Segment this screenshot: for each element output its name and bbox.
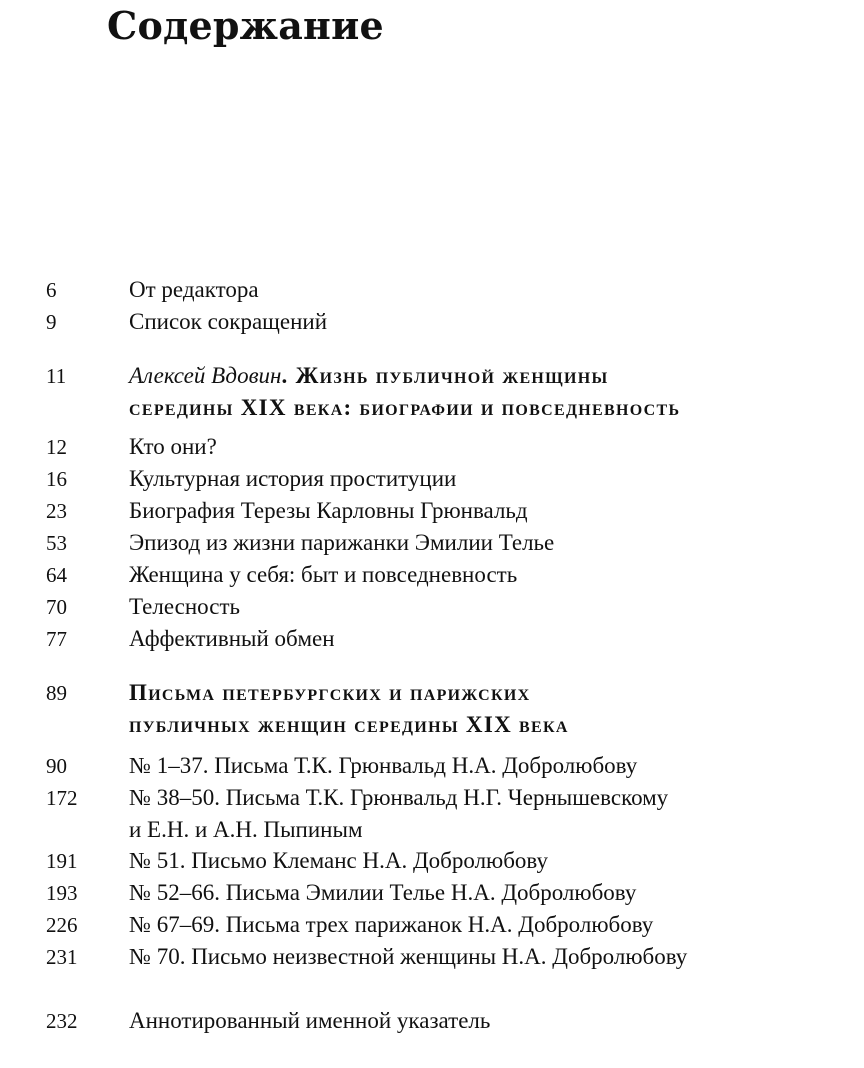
toc-entry-ch1[interactable] (0, 431, 864, 463)
toc-page-number: 231 (46, 945, 78, 969)
toc-entry-text: Культурная история проституции (129, 466, 457, 491)
toc-entry-letters-4[interactable] (0, 877, 864, 909)
toc-page-number: 226 (46, 913, 78, 937)
toc-page-number: 6 (46, 278, 57, 302)
toc-part-title-line2: середины XIX века: биографии и повседневность (129, 395, 681, 420)
toc-page-number: 172 (46, 786, 78, 810)
toc-part-1-heading[interactable] (0, 360, 864, 392)
toc-entry-letters-2[interactable] (0, 782, 864, 814)
toc-entry-text: Биография Терезы Карловны Грюнвальд (129, 498, 528, 523)
toc-entry-index[interactable] (0, 1005, 864, 1037)
toc-entry-text: № 67–69. Письма трех парижанок Н.А. Добролюбову (129, 912, 654, 937)
toc-part-title-line (129, 360, 609, 392)
toc-entry-abbreviations[interactable] (0, 306, 864, 338)
toc-entry-letters-3[interactable] (0, 845, 864, 877)
toc-page-number: 64 (46, 563, 67, 587)
toc-entry-text: Кто они? (129, 434, 217, 459)
toc-part-2-heading[interactable] (0, 677, 864, 709)
toc-entry-text: Аннотированный именной указатель (129, 1008, 491, 1033)
toc-entry-ch4[interactable] (0, 527, 864, 559)
toc-author-name: Алексей Вдовин (129, 363, 282, 388)
toc-page-number: 191 (46, 849, 78, 873)
toc-page-number: 16 (46, 467, 67, 491)
toc-entry-text: № 1–37. Письма Т.К. Грюнвальд Н.А. Добролюбову (129, 753, 638, 778)
toc-page-number: 70 (46, 595, 67, 619)
toc-part-2-heading-cont[interactable] (0, 709, 864, 741)
toc-entry-text: № 51. Письмо Клеманс Н.А. Добролюбову (129, 848, 549, 873)
toc-entry-letters-5[interactable] (0, 909, 864, 941)
toc-entry-text: Аффективный обмен (129, 626, 335, 651)
toc-entry-ch5[interactable] (0, 559, 864, 591)
toc-entry-text: № 70. Письмо неизвестной женщины Н.А. Добролюбову (129, 944, 688, 969)
toc-part-title-line1: Письма петербургских и парижских (129, 680, 531, 705)
toc-page-number: 77 (46, 627, 67, 651)
toc-entry-text: и Е.Н. и А.Н. Пыпиным (129, 817, 363, 842)
toc-entry-text: Телесность (129, 594, 240, 619)
toc-entry-ch2[interactable] (0, 463, 864, 495)
toc-page-number: 232 (46, 1009, 78, 1033)
toc-part-1-heading-cont[interactable] (0, 392, 864, 424)
toc-page-number: 53 (46, 531, 67, 555)
toc-entry-letters-2-cont[interactable] (0, 814, 864, 846)
toc-entry-ch6[interactable] (0, 591, 864, 623)
toc-page-number: 12 (46, 435, 67, 459)
toc-entry-text: Женщина у себя: быт и повседневность (129, 562, 518, 587)
toc-page-number: 11 (46, 364, 67, 388)
toc-entry-letters-1[interactable] (0, 750, 864, 782)
toc-entry-text: № 52–66. Письма Эмилии Телье Н.А. Добролюбову (129, 880, 637, 905)
page-title: Содержание (107, 3, 384, 48)
toc-page-number: 23 (46, 499, 67, 523)
toc-entry-text: № 38–50. Письма Т.К. Грюнвальд Н.Г. Чернышевскому (129, 785, 669, 810)
toc-page-number: 193 (46, 881, 78, 905)
toc-part-title-line1: . Жизнь публичной женщины (281, 363, 609, 388)
toc-page-number: 90 (46, 754, 67, 778)
toc-entry-text: Эпизод из жизни парижанки Эмилии Телье (129, 530, 555, 555)
toc-entry-ch7[interactable] (0, 623, 864, 655)
toc-entry-letters-6[interactable] (0, 941, 864, 973)
toc-part-title-line2: публичных женщин середины XIX века (129, 712, 569, 737)
toc-page-number: 9 (46, 310, 57, 334)
toc-entry-editor[interactable] (0, 274, 864, 306)
toc-page-number: 89 (46, 681, 67, 705)
toc-entry-ch3[interactable] (0, 495, 864, 527)
toc-entry-text: От редактора (129, 277, 259, 302)
toc-entry-text: Список сокращений (129, 309, 328, 334)
